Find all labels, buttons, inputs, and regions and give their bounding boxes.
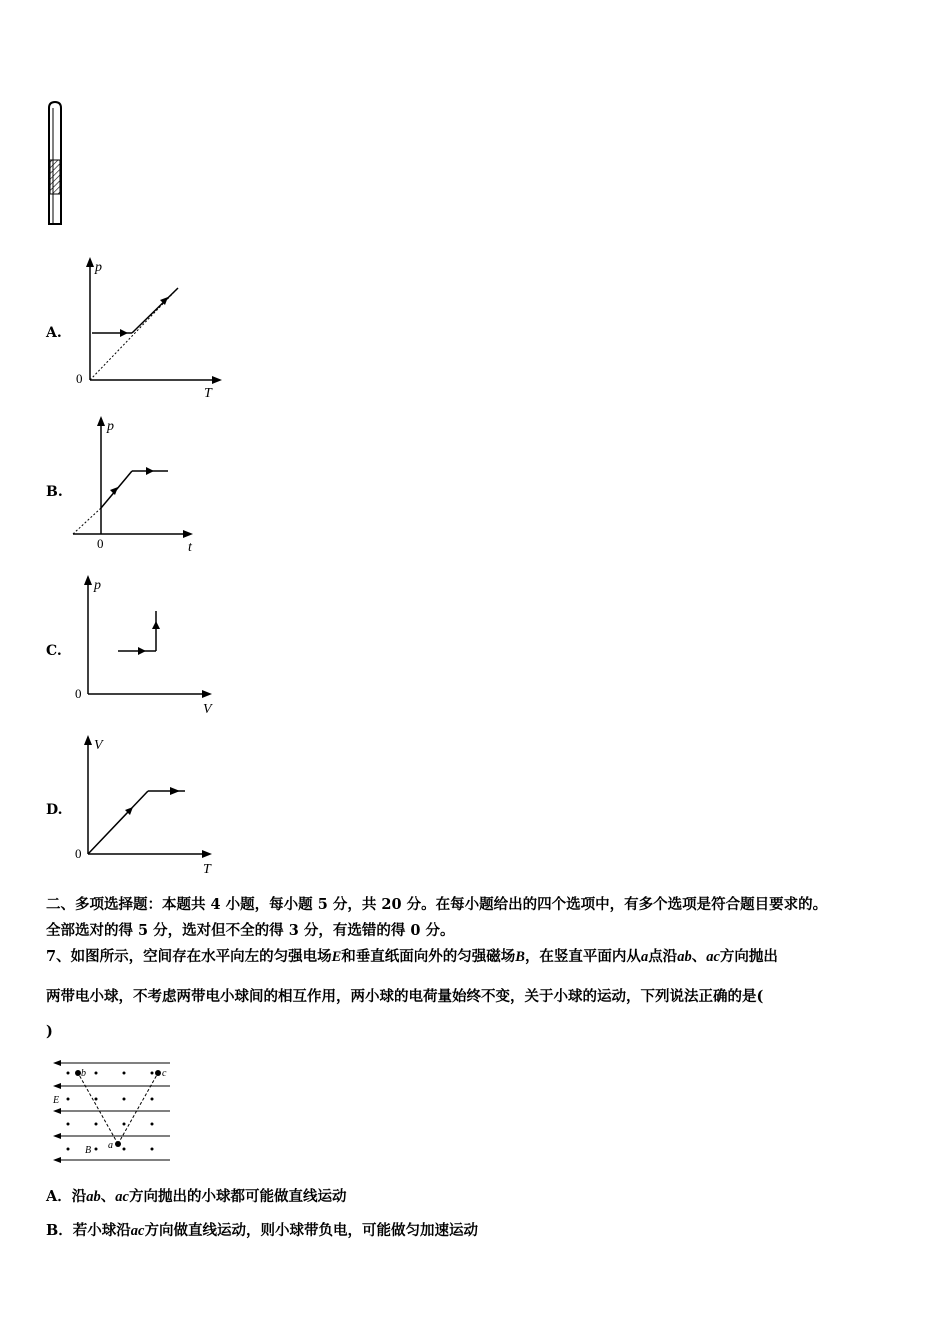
graph-c-y-label: p bbox=[94, 578, 101, 593]
option-c-label: C. bbox=[46, 643, 62, 659]
fig-label-e: E bbox=[53, 1095, 60, 1106]
graph-a bbox=[70, 255, 230, 405]
fig-label-b: b bbox=[81, 1068, 86, 1079]
graph-b-x-label: t bbox=[188, 540, 192, 555]
graph-c-x-label: V bbox=[203, 702, 212, 717]
graph-d bbox=[70, 733, 230, 883]
q7-option-a[interactable]: A．沿ab、ac方向抛出的小球都可能做直线运动 bbox=[46, 1188, 347, 1205]
q7-line1: 7、如图所示，空间存在水平向左的匀强电场E和垂直纸面向外的匀强磁场B，在竖直平面内从a点沿ab、ac方向抛出 bbox=[46, 948, 778, 965]
point-a bbox=[115, 1141, 121, 1147]
option-a-label: A. bbox=[46, 325, 62, 341]
section2-line1: 二、多项选择题：本题共 4 小题，每小题 5 分，共 20 分。在每小题给出的四个选项中，有多个选项是符合题目要求的。 bbox=[46, 896, 828, 913]
graph-d-y-label: V bbox=[94, 738, 103, 753]
field-figure bbox=[50, 1058, 180, 1168]
graph-b-origin: 0 bbox=[97, 536, 104, 551]
fig-label-a: a bbox=[108, 1140, 113, 1151]
q7-option-b[interactable]: B．若小球沿ac方向做直线运动，则小球带负电，可能做匀加速运动 bbox=[46, 1222, 478, 1239]
mercury-column bbox=[50, 160, 60, 194]
fig-label-c: c bbox=[162, 1068, 167, 1079]
graph-b-y-label: p bbox=[107, 419, 114, 434]
option-b-label: B. bbox=[46, 484, 63, 500]
graph-a-y-label: p bbox=[95, 260, 102, 275]
q7-line2: 两带电小球，不考虑两带电小球间的相互作用，两小球的电荷量始终不变，关于小球的运动，下列说法正确的是( bbox=[46, 988, 764, 1005]
graph-c-origin: 0 bbox=[75, 686, 82, 701]
option-d-label: D. bbox=[46, 802, 63, 818]
test-tube-figure bbox=[44, 100, 68, 228]
graph-a-x-label: T bbox=[204, 386, 212, 401]
section2-line2: 全部选对的得 5 分，选对但不全的得 3 分，有选错的得 0 分。 bbox=[46, 922, 455, 939]
graph-d-x-label: T bbox=[203, 862, 211, 877]
graph-b bbox=[68, 414, 228, 564]
graph-d-origin: 0 bbox=[75, 846, 82, 861]
graph-a-origin: 0 bbox=[76, 371, 83, 386]
graph-c bbox=[70, 573, 230, 723]
fig-label-bfield: B bbox=[85, 1145, 92, 1156]
point-c bbox=[155, 1070, 161, 1076]
q7-line3: ) bbox=[46, 1023, 53, 1040]
